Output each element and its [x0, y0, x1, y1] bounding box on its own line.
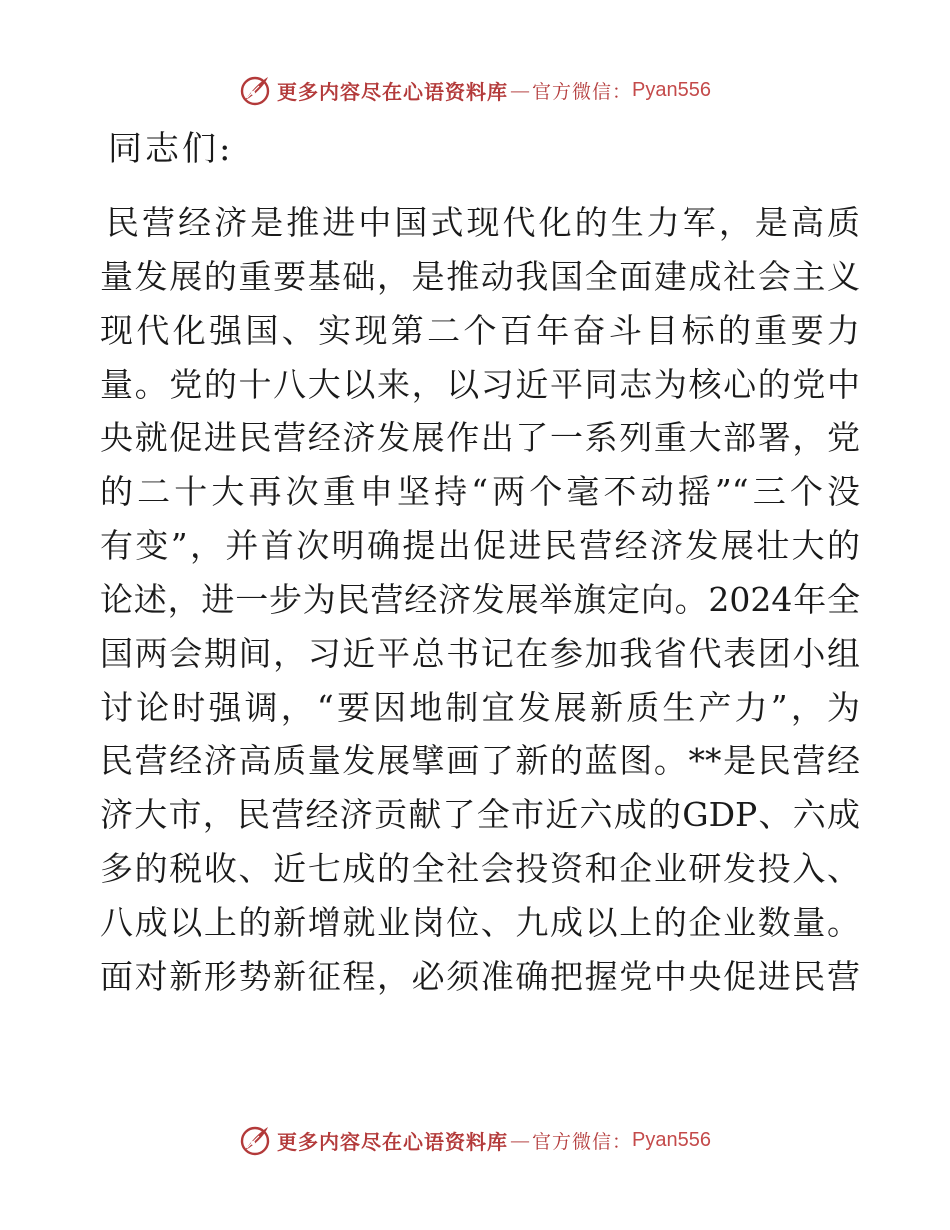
- watermark-wechat-id: Pyan556: [632, 78, 711, 101]
- text-line: 多的税收、近七成的全社会投资和企业研发投入、: [100, 849, 860, 889]
- text-line: 讨论时强调，“要因地制宜发展新质生产力”，为: [100, 687, 860, 727]
- watermark-brand: 更多内容尽在心语资料库: [277, 1129, 508, 1154]
- watermark-wechat-label: 官方微信：: [532, 80, 633, 103]
- watermark-separator: —: [510, 78, 530, 102]
- text-line: 量发展的重要基础，是推动我国全面建成社会主义: [100, 256, 860, 296]
- text-line: 济大市，民营经济贡献了全市近六成的GDP、六成: [100, 795, 860, 835]
- watermark-separator: —: [510, 1128, 530, 1152]
- text-line: 民营经济是推进中国式现代化的生力军，是高质: [106, 203, 860, 242]
- text-line: 现代化强国、实现第二个百年奋斗目标的重要力: [100, 310, 860, 350]
- footer-watermark: [0, 1120, 950, 1160]
- text-line: 民营经济高质量发展擘画了新的蓝图。**是民营经: [100, 741, 860, 781]
- greeting: 同志们:: [108, 129, 234, 169]
- text-line: 的二十大再次重申坚持“两个毫不动摇”“三个没: [100, 472, 860, 512]
- text-line: 八成以上的新增就业岗位、九成以上的企业数量。: [100, 902, 860, 942]
- text-line: 量。党的十八大以来，以习近平同志为核心的党中: [100, 364, 860, 404]
- text-line: 论述，进一步为民营经济发展举旗定向。2024年全: [100, 579, 860, 619]
- header-watermark: [0, 70, 950, 110]
- body-paragraph: [100, 200, 860, 1008]
- watermark-wechat-id: Pyan556: [632, 1128, 711, 1151]
- text-line: 面对新形势新征程，必须准确把握党中央促进民营: [100, 956, 860, 996]
- text-line: 央就促进民营经济发展作出了一系列重大部署，党: [100, 418, 860, 458]
- feather-pen-logo-icon: [239, 1124, 271, 1156]
- watermark-wechat-label: 官方微信：: [532, 1130, 633, 1153]
- text-line: 有变”，并首次明确提出促进民营经济发展壮大的: [100, 526, 860, 566]
- text-line: 国两会期间，习近平总书记在参加我省代表团小组: [100, 633, 860, 673]
- watermark-brand: 更多内容尽在心语资料库: [277, 79, 508, 104]
- feather-pen-logo-icon: [239, 74, 271, 106]
